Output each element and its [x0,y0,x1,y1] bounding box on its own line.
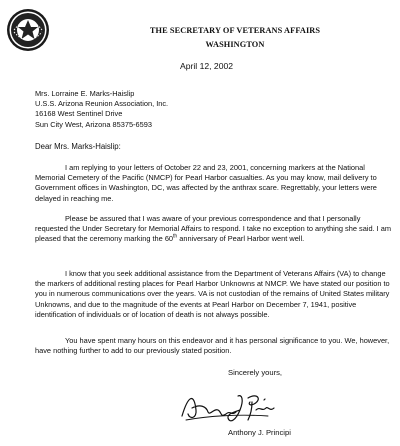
recipient-organization: U.S.S. Arizona Reunion Association, Inc. [35,99,169,109]
paragraph-2-text: Please be assured that I was aware of your previous correspondence and that I personally requested the Under Secretary for Memorial Affairs to respond. I take no exception to anything she said. I am pleased that the ceremony marking the 60 [35,214,392,244]
recipient-street: 16168 West Sentinel Drive [35,109,123,119]
ordinal-suffix: th [173,233,178,240]
signer-name: Anthony J. Principi [228,428,291,437]
recipient-address [35,89,168,130]
paragraph-4: You have spent many hours on this endeavor and it has personal significance to you. We, however, have nothing further to add to our previously stated position. [35,336,390,356]
paragraph-2-text-end: anniversary of Pearl Harbor went well. [177,234,305,244]
letterhead-city: WASHINGTON [205,40,265,49]
handwritten-signature [178,386,282,428]
letter-date: April 12, 2002 [180,61,234,71]
closing: Sincerely yours, [228,368,283,377]
letterhead-title: THE SECRETARY OF VETERANS AFFAIRS [149,26,321,35]
recipient-city: Sun City West, Arizona 85375-6593 [35,119,152,129]
department-seal-icon [6,8,50,52]
letterhead [70,24,400,52]
recipient-name: Mrs. Lorraine E. Marks-Haislip [35,89,135,98]
paragraph-3: I know that you seek additional assistance from the Department of Veterans Affairs (VA) to change the markers of additional resting places for Pearl Harbor Unknowns at NMCP. We have stated our position to you in numerous communications over the years. VA is not custodian of the remains of United States military Unknowns, and due to the magnitude of the events at Pearl Harbor on December 7, 1941, positive identification of individuals or of location of death is not always possible. [35,269,390,319]
salutation: Dear Mrs. Marks-Haislip: [35,142,121,151]
paragraph-2 [35,214,395,245]
paragraph-1: I am replying to your letters of October 22 and 23, 2001, concerning markers at the National Memorial Cemetery of the Pacific (NMCP) for Pearl Harbor casualties. As you may know, mail delivery to Government offices in Washington, DC, was affected by the anthrax scare. Regrettably, your letters were delayed in reaching me. [35,163,377,203]
